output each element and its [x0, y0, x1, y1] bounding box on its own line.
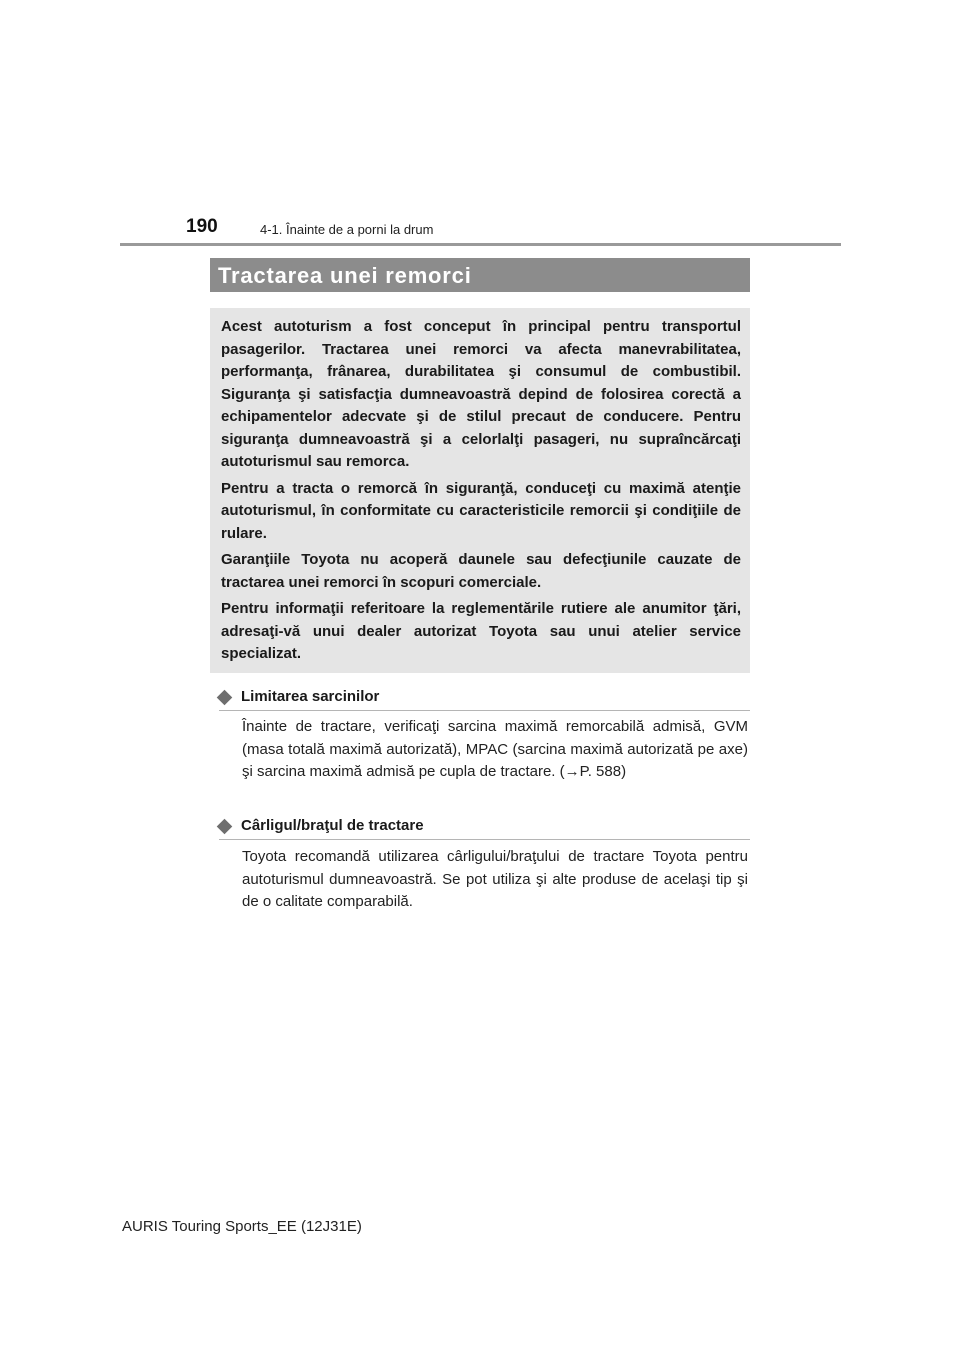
subheading-load-limits — [219, 688, 750, 710]
diamond-icon — [217, 819, 233, 835]
intro-box — [210, 308, 750, 673]
section-title: Tractarea unei remorci — [218, 263, 472, 288]
diamond-icon — [217, 690, 233, 706]
intro-paragraph: Pentru a tracta o remorcă în siguranţă, conduceţi cu maximă atenţie autoturismul, în conformitate cu caracteristicile remorcii şi condiţiile de rulare. — [221, 479, 741, 542]
subheading-towing-hitch — [219, 817, 750, 839]
section-title-bar — [210, 258, 750, 292]
intro-paragraph: Pentru informaţii referitoare la reglementările rutiere ale anumitor ţări, adresaţi-vă unui dealer autorizat Toyota sau unui atelier service specializat. — [221, 600, 741, 662]
subheading-divider — [219, 839, 750, 840]
intro-paragraph: Acest autoturism a fost conceput în principal pentru transportul pasagerilor. Tractarea unei remorci va afecta manevrabilitatea, performanţa, frânarea, durabilitatea şi consumul de combustibil. Siguranţa şi satisfacţia dumneavoastră depind de folosirea corectă a echipamentelor adecvate şi de stilul precaut de conducere. Pentru siguranţa dumneavoastră şi a celorlalţi pasageri, nu supraîncărcaţi autoturismul sau remorca. — [221, 318, 741, 470]
subheading-text: Cârligul/braţul de tractare — [241, 817, 424, 834]
page-number: 190 — [186, 216, 218, 237]
subheading-divider — [219, 710, 750, 711]
subheading-text: Limitarea sarcinilor — [241, 688, 380, 705]
footer-model-code: AURIS Touring Sports_EE (12J31E) — [122, 1218, 362, 1235]
header-divider — [120, 243, 841, 246]
towing-hitch-text: Toyota recomandă utilizarea cârligului/braţului de tractare Toyota pentru autoturismul dumneavoastră. Se pot utiliza şi alte produse de acelaşi tip şi de o calitate comparabilă. — [242, 848, 748, 910]
load-limits-text: Înainte de tractare, verificaţi sarcina maximă remorcabilă admisă, GVM (masa totală maximă autorizată), MPAC (sarcina maximă autorizată pe axe) şi sarcina maximă admisă pe cupla de tractare. (→P. 588) — [242, 718, 748, 780]
section-breadcrumb: 4-1. Înainte de a porni la drum — [260, 222, 434, 237]
intro-paragraph: Garanţiile Toyota nu acoperă daunele sau defecţiunile cauzate de tractarea unei remorci în scopuri comerciale. — [221, 551, 741, 591]
